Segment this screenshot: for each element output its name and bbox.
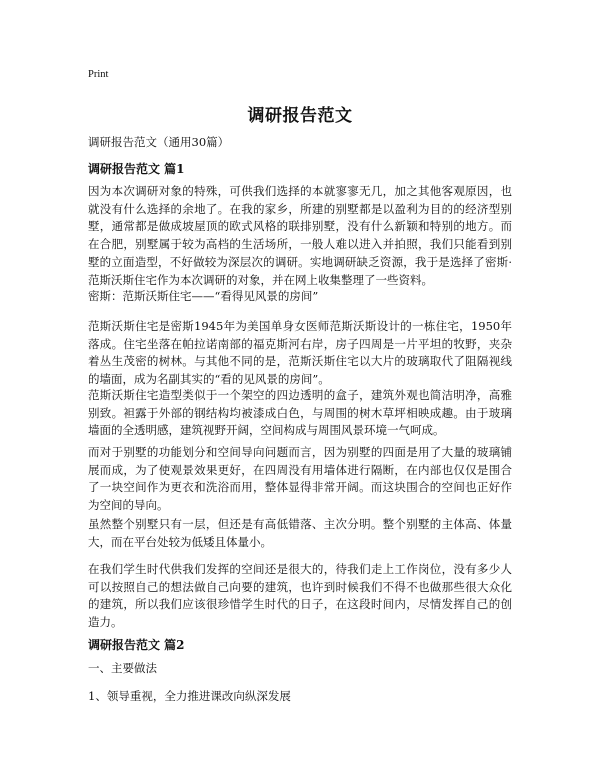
- section-heading-2: 调研报告范文 篇2: [88, 638, 185, 652]
- paragraph-7: 在我们学生时代供我们发挥的空间还是很大的，待我们走上工作岗位，没有多少人可以按照自己的想法做自己向要的建筑，也许到时候我们不得不也做那些很大众化的建筑，所以我们应该很珍惜学生时代的日子，在这段时间内，尽情发挥自己的创造力。: [88, 562, 512, 630]
- paragraph-9: 1、领导重视，全力推进课改向纵深发展: [88, 689, 291, 703]
- paragraph-2: 密斯：范斯沃斯住宅——“看得见风景的房间”: [88, 289, 319, 303]
- paragraph-6: 虽然整个别墅只有一层，但还是有高低错落、主次分明。整个别墅的主体高、体量大，而在平台处较为低矮且体量小。: [88, 517, 512, 549]
- paragraph-3: 范斯沃斯住宅是密斯1945年为美国单身女医师范斯沃斯设计的一栋住宅，1950年落成。住宅坐落在帕拉诺南部的福克斯河右岸，房子四周是一片平坦的牧野，夹杂着丛生茂密的树林。与其他不同的是，范斯沃斯住宅以大片的玻璃取代了阻隔视线的墙面，成为名副其实的“看的见风景的房间”。: [88, 319, 512, 387]
- print-link[interactable]: Print: [88, 69, 109, 80]
- page-title: 调研报告范文: [247, 106, 353, 126]
- paragraph-8: 一、主要做法: [88, 661, 157, 675]
- paragraph-5: 而对于别墅的功能划分和空间导向问题而言，因为别墅的四面是用了大量的玻璃铺展而成，为了使观景效果更好，在四周没有用墙体进行隔断，在内部也仅仅是围合了一块空间作为更衣和洗浴而用，整体显得非常开阔。而这块围合的空间也正好作为空间的导向。: [88, 445, 512, 513]
- section-heading-1: 调研报告范文 篇1: [88, 162, 185, 176]
- document-subtitle: 调研报告范文（通用30篇）: [88, 135, 230, 149]
- paragraph-1: 因为本次调研对象的特殊，可供我们选择的本就寥寥无几，加之其他客观原因，也就没有什么选择的余地了。在我的家乡，所建的别墅都是以盈利为目的的经济型别墅，通常都是做成坡屋顶的欧式风格的联排别墅，没有什么新颖和特别的地方。而在合肥，别墅属于较为高档的生活场所，一般人难以进入并拍照，我们只能看到别墅的立面造型，不好做较为深层次的调研。实地调研缺乏资源，我于是选择了密斯·范斯沃斯住宅作为本次调研的对象，并在网上收集整理了一些资料。: [88, 184, 512, 287]
- paragraph-4: 范斯沃斯住宅造型类似于一个架空的四边透明的盒子，建筑外观也简洁明净，高雅别致。袒露于外部的钢结构均被漆成白色，与周围的树木草坪相映成趣。由于玻璃墙面的全透明感，建筑视野开阔，空间构成与周围风景环境一气呵成。: [88, 388, 512, 438]
